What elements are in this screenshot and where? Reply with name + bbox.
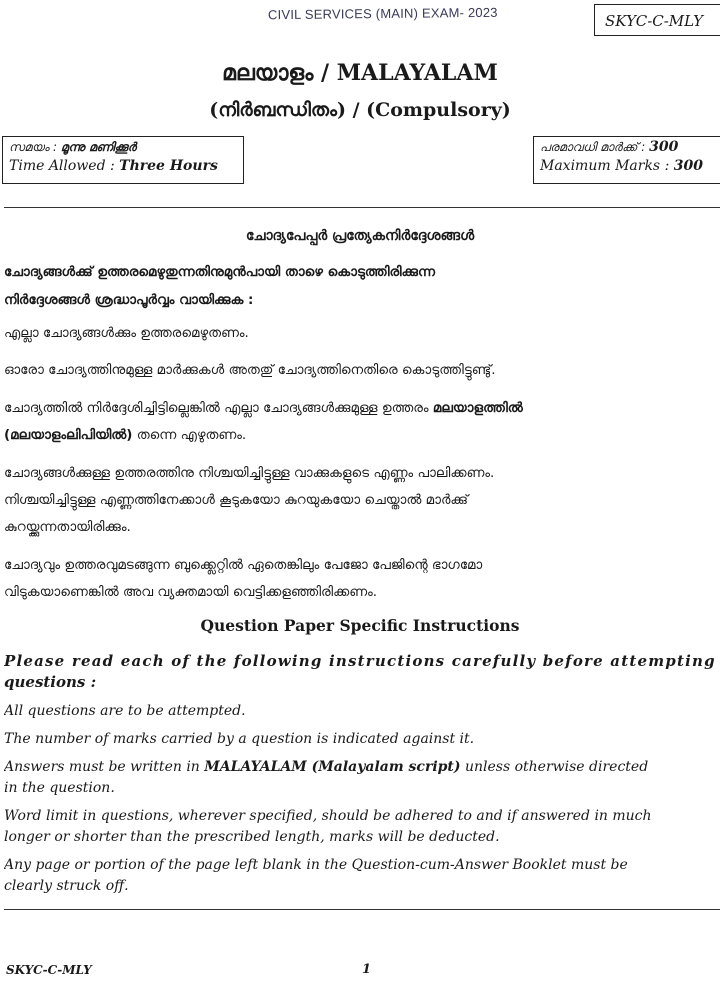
- en-item-3-text: Answers must be written in: [4, 759, 205, 775]
- en-instructions-heading: Question Paper Specific Instructions: [200, 616, 520, 635]
- ml-item-3-script: (മലയാളംലിപിയിൽ): [4, 427, 133, 443]
- time-value-ml: മൂന്നു മണിക്കൂർ: [60, 140, 137, 154]
- en-item-5-line-2: clearly struck off.: [4, 878, 129, 894]
- en-item-5-line-1: Any page or portion of the page left blank in the Question-cum-Answer Booklet must be: [4, 857, 628, 873]
- paper-code-box: SKYC-C-MLY: [594, 4, 720, 36]
- ml-intro-line-1: ചോദ്യങ്ങൾക്കു് ഉത്തരമെഴുതുന്നതിനുമുൻപായി താഴെ കൊടുത്തിരിക്കുന്ന: [4, 264, 436, 280]
- ml-item-3: [4, 396, 720, 421]
- footer-paper-code: SKYC-C-MLY: [6, 963, 92, 977]
- en-item-2: The number of marks carried by a question is indicated against it.: [4, 731, 475, 747]
- ml-item-4-line-3: കുറയ്ക്കുന്നതായിരിക്കും.: [4, 519, 131, 535]
- ml-item-3-end: തന്നെ എഴുതണം.: [132, 427, 247, 443]
- page-number: 1: [362, 962, 372, 977]
- ml-item-5-line-2: വിടുകയാണെങ്കിൽ അവ വ്യക്തമായി വെട്ടിക്കളഞ്ഞിരിക്കണം.: [4, 584, 378, 600]
- ml-intro-line-2: നിർദ്ദേശങ്ങൾ ശ്രദ്ധാപൂർവ്വം വായിക്കുക :: [4, 292, 254, 308]
- ml-item-2: ഓരോ ചോദ്യത്തിനുമുള്ള മാർക്കുകൾ അതതു് ചോദ്യത്തിനെതിരെ കൊടുത്തിട്ടുണ്ടു്.: [4, 362, 496, 378]
- exam-stamp: CIVIL SERVICES (MAIN) EXAM- 2023: [267, 4, 498, 23]
- marks-label-en: Maximum Marks :: [540, 158, 674, 174]
- en-item-3-line-1: [4, 757, 720, 778]
- marks-label-ml: പരമാവധി മാർക്ക് :: [540, 140, 650, 154]
- divider-bottom: [4, 909, 720, 910]
- divider-top: [4, 207, 720, 208]
- en-item-3-line-2: in the question.: [4, 780, 115, 796]
- time-label-en: Time Allowed :: [9, 158, 120, 174]
- en-item-3-rest: unless otherwise directed: [460, 759, 649, 775]
- en-item-1: All questions are to be attempted.: [4, 703, 246, 719]
- en-item-4-line-1: Word limit in questions, wherever specified, should be adhered to and if answered in much: [4, 808, 652, 824]
- paper-title: മലയാളം / MALAYALAM: [222, 60, 498, 86]
- en-item-4-line-2: longer or shorter than the prescribed length, marks will be deducted.: [4, 829, 500, 845]
- paper-subtitle: (നിർബന്ധിതം) / (Compulsory): [209, 99, 511, 121]
- ml-item-4-line-2: നിശ്ചയിച്ചിട്ടുള്ള എണ്ണത്തിനേക്കാൾ കൂടുകയോ കുറയുകയോ ചെയ്താൽ മാർക്കു്: [4, 492, 469, 508]
- ml-item-4-line-1: ചോദ്യങ്ങൾക്കുള്ള ഉത്തരത്തിനു നിശ്ചയിച്ചിട്ടുള്ള വാക്കുകളുടെ എണ്ണം പാലിക്കണം.: [4, 465, 495, 481]
- en-intro-line-1: [4, 651, 720, 673]
- marks-value-en: 300: [673, 158, 703, 174]
- ml-item-3-text: ചോദ്യത്തിൽ നിർദ്ദേശിച്ചിട്ടില്ലെങ്കിൽ എല്ലാ ചോദ്യങ്ങൾക്കുമുള്ള ഉത്തരം: [4, 400, 433, 416]
- ml-item-3-cont: [4, 423, 720, 448]
- maximum-marks-box: [533, 136, 720, 184]
- en-intro-text-1: Please read each of the following instructions carefully before attempting: [4, 652, 716, 670]
- ml-instructions-heading: ചോദ്യപേപ്പർ പ്രത്യേകനിർദ്ദേശങ്ങൾ: [245, 228, 475, 244]
- time-value-en: Three Hours: [119, 158, 218, 174]
- en-intro-text-2: questions :: [4, 673, 97, 691]
- ml-item-3-language: മലയാളത്തിൽ: [432, 400, 523, 416]
- time-allowed-box: [2, 136, 244, 184]
- time-label-ml: സമയം :: [9, 140, 61, 154]
- en-item-3-language: MALAYALAM (Malayalam script): [204, 759, 461, 775]
- en-intro-line-2: [4, 672, 720, 694]
- marks-value-ml: 300: [649, 139, 679, 155]
- ml-item-5-line-1: ചോദ്യവും ഉത്തരവുമടങ്ങുന്ന ബുക്ക്ലെറ്റിൽ ഏതെങ്കിലും പേജോ പേജിന്റെ ഭാഗമോ: [4, 557, 483, 573]
- ml-item-1: എല്ലാ ചോദ്യങ്ങൾക്കും ഉത്തരമെഴുതണം.: [4, 325, 249, 341]
